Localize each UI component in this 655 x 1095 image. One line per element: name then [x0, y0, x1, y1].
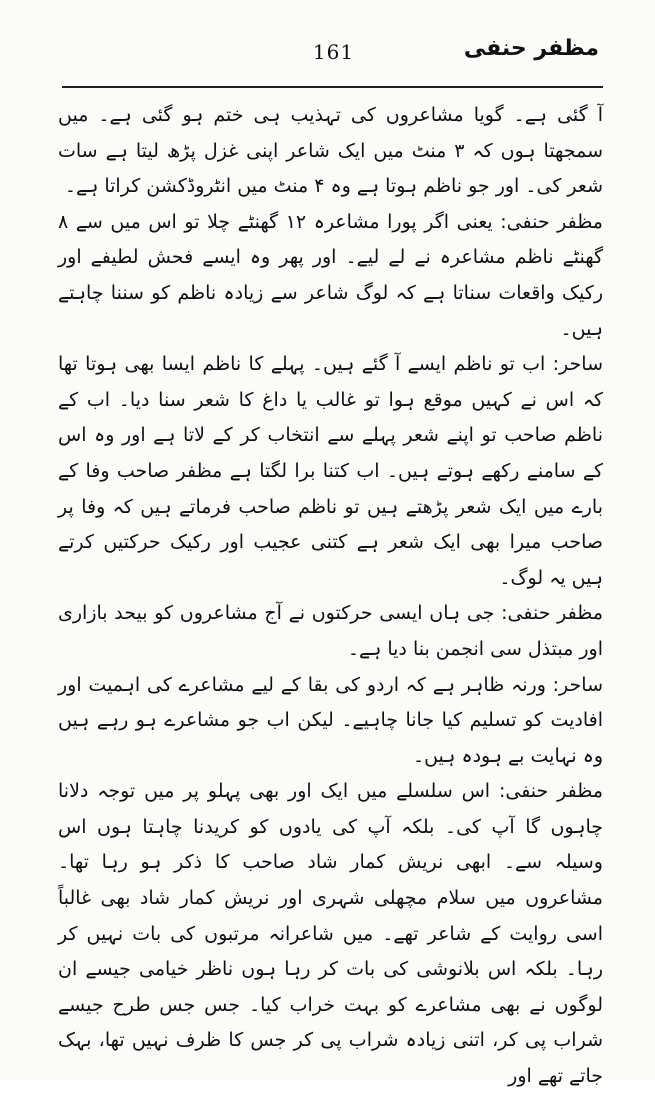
running-head: مظفر حنفی [463, 36, 599, 61]
header-rule [62, 86, 603, 88]
speaker-label: ساحر: [552, 673, 603, 696]
paragraph-text: یعنی اگر پورا مشاعرہ ۱۲ گھنٹے چلا تو اس میں سے ۸ گھنٹے ناظم مشاعرہ نے لے لیے۔ اور پھر وہ ایسے فحش لطیفے اور رکیک واقعات سناتا ہے کہ لوگ شاعر سے زیادہ ناظم کو سننا چاہتے ہیں۔ [58, 210, 603, 340]
page-header [62, 36, 605, 86]
paragraph-text: جی ہاں ایسی حرکتوں نے آج مشاعروں کو بیحد بازاری اور مبتذل سی انجمن بنا دیا ہے۔ [58, 602, 603, 660]
paragraph [58, 347, 603, 596]
speaker-label: مظفر حنفی: [498, 780, 603, 803]
paragraph [58, 98, 603, 205]
paragraph-text: اس سلسلے میں ایک اور بھی پہلو پر میں توجہ دلانا چاہوں گا آپ کی۔ بلکہ آپ کی یادوں کو کریدنا چاہتا ہوں اس وسیلہ سے۔ ابھی نریش کمار شاد صاحب کا ذکر ہو رہا تھا۔ مشاعروں میں سلام مچھلی شہری اور نریش کمار شاد بھی غالباً اسی روایت کے شاعر تھے۔ میں شاعرانہ مرتبوں کی بات نہیں کر رہا۔ بلکہ اس بلانوشی کی بات کر رہا ہوں ناظر خیامی جیسے ان لوگوں نے بھی مشاعرے کو بہت خراب کیا۔ جس جس طرح جیسے شراب پی کر، اتنی زیادہ شراب پی کر جس کا ظرف نہیں تھا، بہک جاتے تھے اور [58, 780, 603, 1088]
paragraph-text: ورنہ ظاہر ہے کہ اردو کی بقا کے لیے مشاعرے کی اہمیت اور افادیت کو تسلیم کیا جانا چاہیے۔ لیکن اب جو مشاعرے ہو رہے ہیں وہ نہایت بے ہودہ ہیں۔ [58, 673, 603, 767]
paragraph-text: اب تو ناظم ایسے آ گئے ہیں۔ پہلے کا ناظم ایسا بھی ہوتا تھا کہ اس نے کہیں موقع ہوا تو غالب یا داغ کا شعر سنا دیا۔ اب کے ناظم صاحب تو اپنے شعر پہلے سے انتخاب کر کے لاتا ہے اور وہ اس کے سامنے رکھے ہوتے ہیں۔ اب کتنا برا لگتا ہے مظفر صاحب وفا کے بارے میں ایک شعر پڑھتے ہیں تو ناظم صاحب فرماتے ہیں کہ وفا پر صاحب میرا بھی ایک شعر ہے کتنی عجیب اور رکیک حرکتیں کرتے ہیں یہ لوگ۔ [58, 353, 603, 589]
paragraph-text: آ گئی ہے۔ گویا مشاعروں کی تہذیب ہی ختم ہو گئی ہے۔ میں سمجھتا ہوں کہ ۳ منٹ میں ایک شاعر اپنی غزل پڑھ لیتا ہے سات شعر کی۔ اور جو ناظم ہوتا ہے وہ ۴ منٹ میں انٹروڈکشن کراتا ہے۔ [58, 104, 603, 198]
page-text [58, 98, 603, 1095]
page-number: 161 [312, 40, 355, 64]
paragraph [58, 668, 603, 775]
paragraph [58, 596, 603, 667]
speaker-label: مظفر حنفی: [500, 210, 603, 233]
speaker-label: مظفر حنفی: [501, 602, 603, 625]
paragraph [58, 205, 603, 347]
paragraph [58, 774, 603, 1094]
speaker-label: ساحر: [552, 353, 603, 376]
